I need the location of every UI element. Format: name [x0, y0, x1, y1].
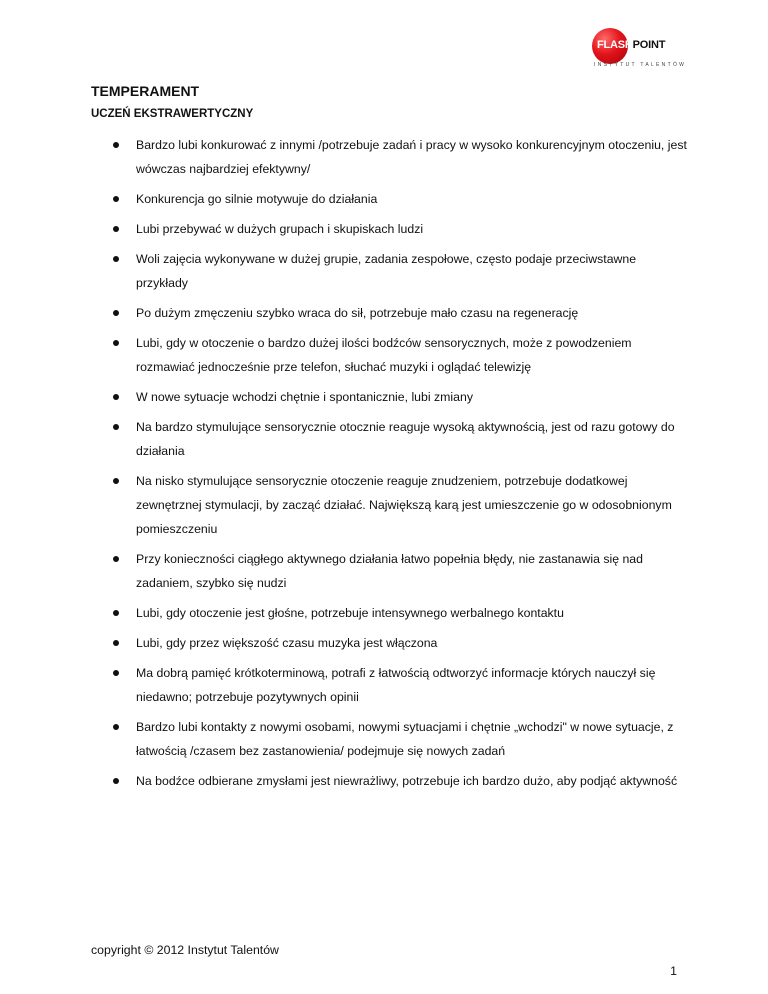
- bullet-icon: [113, 724, 119, 730]
- list-item: Na bardzo stymulujące sensorycznie otocznie reaguje wysoką aktywnością, jest od razu gotowy do działania: [91, 415, 691, 463]
- list-item: Po dużym zmęczeniu szybko wraca do sił, potrzebuje mało czasu na regenerację: [91, 301, 691, 325]
- bullet-icon: [113, 340, 119, 346]
- list-item: Lubi, gdy przez większość czasu muzyka jest włączona: [91, 631, 691, 655]
- bullet-icon: [113, 556, 119, 562]
- list-item: Woli zajęcia wykonywane w dużej grupie, zadania zespołowe, często podaje przeciwstawne przykłady: [91, 247, 691, 295]
- bullet-icon: [113, 196, 119, 202]
- list-item: Lubi, gdy w otoczenie o bardzo dużej ilości bodźców sensorycznych, może z powodzeniem rozmawiać jednocześnie prze telefon, słuchać muzyki i oglądać telewizję: [91, 331, 691, 379]
- trait-list: [91, 133, 691, 799]
- copyright-footer: copyright © 2012 Instytut Talentów: [91, 943, 279, 957]
- bullet-icon: [113, 394, 119, 400]
- bullet-icon: [113, 778, 119, 784]
- logo-wordmark: FLASHPOINT: [597, 39, 666, 51]
- bullet-icon: [113, 256, 119, 262]
- list-item: Bardzo lubi kontakty z nowymi osobami, nowymi sytuacjami i chętnie „wchodzi" w nowe sytuacje, z łatwością /czasem bez zastanowienia/ podejmuje się nowych zadań: [91, 715, 691, 763]
- list-item: Konkurencja go silnie motywuje do działania: [91, 187, 691, 211]
- list-item: Na bodźce odbierane zmysłami jest niewrażliwy, potrzebuje ich bardzo dużo, aby podjąć aktywność: [91, 769, 691, 793]
- bullet-icon: [113, 670, 119, 676]
- list-item: Lubi, gdy otoczenie jest głośne, potrzebuje intensywnego werbalnego kontaktu: [91, 601, 691, 625]
- list-item: Ma dobrą pamięć krótkoterminową, potrafi z łatwością odtworzyć informacje których nauczył się niedawno; potrzebuje pozytywnych opinii: [91, 661, 691, 709]
- flash-point-logo: [582, 28, 687, 72]
- list-item: Bardzo lubi konkurować z innymi /potrzebuje zadań i pracy w wysoko konkurencyjnym otoczeniu, jest wówczas najbardziej efektywny/: [91, 133, 691, 181]
- list-item: Przy konieczności ciągłego aktywnego działania łatwo popełnia błędy, nie zastanawia się nad zadaniem, szybko się nudzi: [91, 547, 691, 595]
- bullet-icon: [113, 424, 119, 430]
- bullet-icon: [113, 610, 119, 616]
- list-item: Lubi przebywać w dużych grupach i skupiskach ludzi: [91, 217, 691, 241]
- page-number: 1: [670, 964, 677, 978]
- list-item: W nowe sytuacje wchodzi chętnie i spontanicznie, lubi zmiany: [91, 385, 691, 409]
- bullet-icon: [113, 310, 119, 316]
- logo-tagline: INSTYTUT TALENTÓW: [594, 62, 687, 68]
- bullet-icon: [113, 478, 119, 484]
- bullet-icon: [113, 226, 119, 232]
- bullet-icon: [113, 142, 119, 148]
- document-subtitle: UCZEŃ EKSTRAWERTYCZNY: [91, 108, 254, 120]
- document-title: TEMPERAMENT: [91, 83, 200, 99]
- bullet-icon: [113, 640, 119, 646]
- list-item: Na nisko stymulujące sensorycznie otoczenie reaguje znudzeniem, potrzebuje dodatkowej zewnętrznej stymulacji, by zacząć działać. Największą karą jest umieszczenie go w odosobnionym pomieszczeniu: [91, 469, 691, 541]
